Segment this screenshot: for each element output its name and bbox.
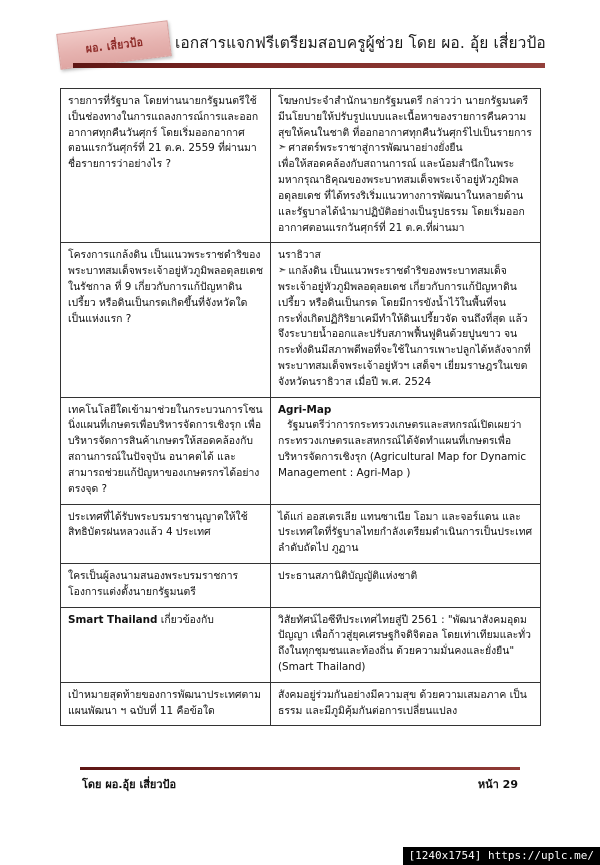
arrow-bullet-icon: ➣ — [278, 142, 287, 154]
header-title: เอกสารแจกฟรีเตรียมสอบครูผู้ช่วย โดย ผอ. อุ้ย เสี่ยวป้อ — [175, 34, 546, 52]
question-text: รายการที่รัฐบาล โดยท่านนายกรัฐมนตรีใช้เป็นช่องทางในการแถลงการณ์การและออกอากาศทุกคืนวันศุกร์ โดยเริ่มออกอากาศตอนแรกวันศุกร์ที่ 21 ต.ค. 2559 ที่ผ่านมา ชื่อรายการว่าอย่างไร ? — [68, 95, 259, 171]
question-text: โครงการแกล้งดิน เป็นแนวพระราชดำริของพระบาทสมเด็จพระเจ้าอยู่หัวภูมิพลอดุลยเดช ในรัชกาล ที่ 9 เกี่ยวกับการแก้ปัญหาดินเปรี้ยว หรือดินเป็นกรดเกิดขึ้นที่จังหวัดใดเป็นแห่งแรก ? — [68, 249, 264, 325]
answer-bullet-line — [278, 141, 534, 157]
logo-stamp-text: ผอ. เสี่ยวป้อ — [84, 35, 144, 56]
question-cell — [61, 607, 271, 682]
answer-body: ประธานสภานิติบัญญัติแห่งชาติ — [278, 569, 418, 582]
answer-label: Agri-Map — [278, 403, 332, 416]
question-cell — [61, 563, 271, 607]
footer-author: โดย ผอ.อุ้ย เสี่ยวป้อ — [82, 778, 177, 791]
answer-body: รัฐมนตรีว่าการกระทรวงเกษตรและสหกรณ์เปิดเผยว่า กระทรวงเกษตรและสหกรณ์ได้จัดทำแผนที่เกษตรเพื่อบริหารจัดการเชิงรุก (Agricultural Map for Dynamic Management : Agri-Map ) — [278, 419, 527, 479]
answer-body: เพื่อให้สอดคล้องกับสถานการณ์ และน้อมสำนึกในพระมหากรุณาธิคุณของพระบาทสมเด็จพระเจ้าอยู่หัวภูมิพลอดุลยเดช ที่ได้ทรงริเริ่มแนวทางการพัฒนาในหลายด้าน และรัฐบาลได้นำมาปฏิบัติอย่างเป็นรูปธรรม โดยเริ่มออกอากาศตอนแรกวันศุกร์ที่ 21 ต.ค.ที่ผ่านมา — [278, 158, 525, 234]
table-row — [61, 504, 541, 563]
question-text: เกี่ยวข้องกับ — [157, 613, 214, 626]
answer-cell — [271, 682, 541, 726]
answer-cell — [271, 89, 541, 243]
table-row — [61, 397, 541, 504]
table-row — [61, 243, 541, 397]
page-header — [0, 0, 600, 86]
arrow-bullet-icon: ➣ — [278, 265, 287, 277]
answer-cell — [271, 607, 541, 682]
answer-cell — [271, 504, 541, 563]
header-divider — [73, 63, 545, 68]
question-label: Smart Thailand — [68, 613, 158, 626]
question-text: ประเทศที่ได้รับพระบรมราชานุญาตให้ใช้สิทธิบัตรฝนหลวงแล้ว 4 ประเทศ — [68, 510, 248, 539]
question-text: เทคโนโลยีใดเข้ามาช่วยในกระบวนการโซนนิ่งแผนที่เกษตรเพื่อบริหารจัดการเชิงรุก เพื่อบริหารจัดการสินค้าเกษตรให้สอดคล้องกับสถานการณ์ในปัจจุบัน อนาคตได้ และสามารถช่วยแก้ปัญหาของเกษตรกรได้อย่างตรงจุด ? — [68, 403, 263, 495]
answer-cell — [271, 397, 541, 504]
answer-body: วิสัยทัศน์ไอซีทีประเทศไทยสู่ปี 2561 : "พัฒนาสังคมอุดมปัญญา เพื่อก้าวสู่ยุคเศรษฐกิจดิจิตอล โดยเท่าเทียมและทั่วถึงในทุกชุมชนและท้องถิ่น ด้วยความมั่นคงและยั่งยืน" (Smart Thailand) — [278, 613, 531, 673]
answer-cell — [271, 563, 541, 607]
question-cell — [61, 504, 271, 563]
footer-divider — [80, 767, 520, 770]
question-cell — [61, 397, 271, 504]
table-row — [61, 607, 541, 682]
table-row — [61, 563, 541, 607]
answer-bullet-text: แกล้งดิน เป็นแนวพระราชดำริของพระบาทสมเด็จพระเจ้าอยู่หัวภูมิพลอดุลยเดช เกี่ยวกับการแก้ปัญหาดินเปรี้ยว หรือดินเป็นกรด โดยมีการขังน้ำไว้ในพื้นที่จนกระทั่งเกิดปฏิกิริยาเคมีทำให้ดินเปรี้ยวจัด จนถึงที่สุด แล้วจึงระบายน้ำออกและปรับสภาพฟื้นฟูดินด้วยปูนขาว จนกระทั่งดินมีสภาพดีพอที่จะใช้ในการเพาะปลูกได้หลังจากที่พระบาทสมเด็จพระเจ้าอยู่หัวฯ เสด็จฯ เยี่ยมราษฎรในเขตจังหวัดนราธิวาส เมื่อปี พ.ศ. 2524 — [278, 265, 531, 388]
question-cell — [61, 682, 271, 726]
answer-bullet-text: ศาสตร์พระราชาสู่การพัฒนาอย่างยั่งยืน — [288, 142, 463, 155]
question-cell — [61, 89, 271, 243]
answer-body: สังคมอยู่ร่วมกันอย่างมีความสุข ด้วยความเสมอภาค เป็นธรรม และมีภูมิคุ้มกันต่อการเปลี่ยนแปลง — [278, 688, 527, 717]
question-text: ใครเป็นผู้ลงนามสนองพระบรมราชการโองการแต่งตั้งนายกรัฐมนตรี — [68, 569, 239, 598]
answer-intro: นราธิวาส — [278, 249, 321, 262]
qa-table — [60, 88, 541, 726]
answer-cell — [271, 243, 541, 397]
watermark-label: [1240x1754] https://uplc.me/ — [403, 847, 600, 865]
question-text: เป้าหมายสุดท้ายของการพัฒนาประเทศตามแผนพัฒนา ฯ ฉบับที่ 11 คือข้อใด — [68, 688, 261, 717]
table-row — [61, 89, 541, 243]
table-row — [61, 682, 541, 726]
answer-intro: โฆษกประจำสำนักนายกรัฐมนตรี กล่าวว่า นายกรัฐมนตรีมีนโยบายให้ปรับรูปแบบและเนื้อหาของรายการคืนความสุขให้คนในชาติ ที่ออกอากาศทุกคืนวันศุกร์ไปเป็นรายการ — [278, 95, 532, 139]
question-cell — [61, 243, 271, 397]
footer-page-number: หน้า 29 — [477, 778, 518, 791]
answer-bullet-line — [278, 264, 534, 391]
answer-body: ได้แก่ ออสเตรเลีย แทนซาเนีย โอมา และจอร์แดน และประเทศใดที่รัฐบาลไทยกำลังเตรียมดำเนินการเป็นประเทศลำดับถัดไป ภูฏาน — [278, 510, 533, 555]
